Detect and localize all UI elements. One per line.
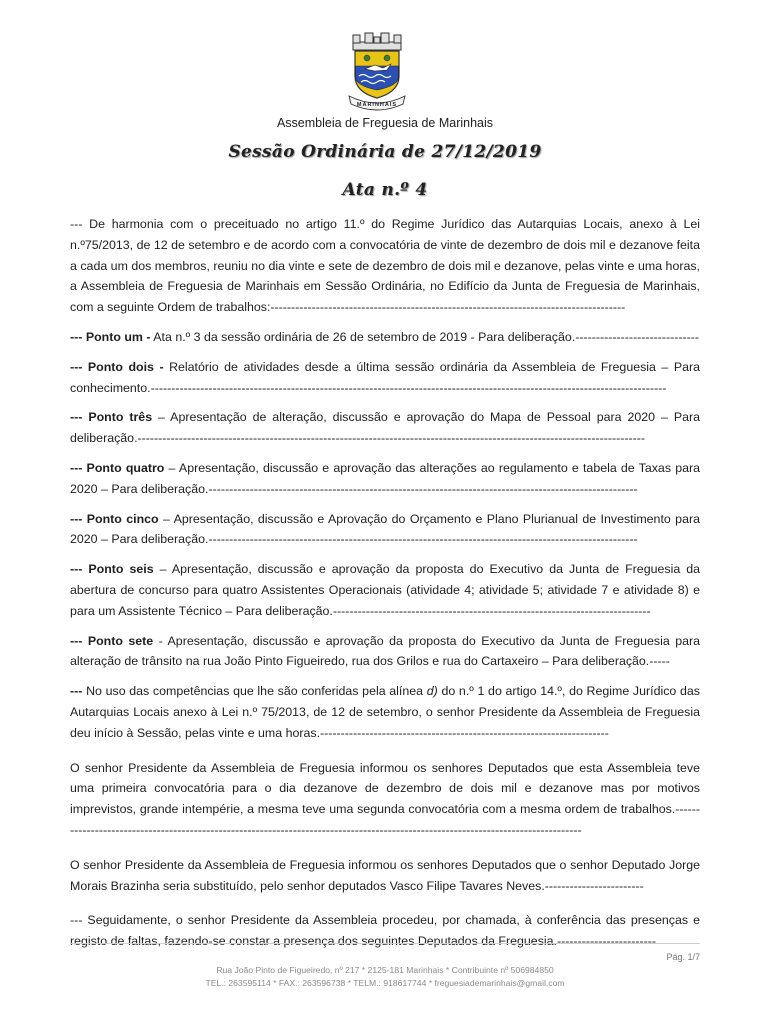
coat-of-arms-logo xyxy=(343,32,411,112)
agenda-item-6 xyxy=(70,559,700,621)
minutes-number: Ata n.º 4 xyxy=(342,180,428,200)
footer-divider xyxy=(70,943,700,944)
roll-call-paragraph: --- Seguidamente, o senhor Presidente da Assembleia procedeu, por chamada, à conferência das presenças e registo de faltas, fazendo-se constar a presença dos seguintes Deputados da Freguesia.------------------------ xyxy=(70,913,700,949)
mural-crown xyxy=(353,33,401,50)
agenda-item-text: - Apresentação, discussão e aprovação da proposta do Executivo da Junta de Freguesia para alteração de trânsito na rua João Pinto Figueiredo, rua dos Grilos e rua do Cartaxeiro – Para deliberação.----- xyxy=(70,633,700,669)
agenda-item-label: --- Ponto dois - xyxy=(70,359,164,374)
agenda-item-3 xyxy=(70,407,700,449)
agenda-item-label: --- Ponto sete xyxy=(70,633,154,648)
agenda-item-1 xyxy=(70,327,700,348)
minutes-body xyxy=(70,214,700,961)
agenda-item-text: – Apresentação, discussão e aprovação das alterações ao regulamento e tabela de Taxas para 2020 – Para deliberação.-------------------------------------------------------------------------------------------------------- xyxy=(70,460,700,496)
agenda-item-text: – Apresentação de alteração, discussão e aprovação do Mapa de Pessoal para 2020 – Para deliberação.--------------------------------------------------------------------------------------------------------------------------- xyxy=(70,410,700,446)
agenda-item-label: --- Ponto um - xyxy=(70,329,151,344)
agenda-item-label: --- Ponto três xyxy=(70,410,153,425)
agenda-item-text: – Apresentação, discussão e Aprovação do Orçamento e Plano Plurianual de Investimento para 2020 – Para deliberação.-------------------------------------------------------------------------------------------------------- xyxy=(70,511,700,547)
page-number: Pág. 1/7 xyxy=(666,952,700,962)
agenda-item-7 xyxy=(70,631,700,673)
agenda-item-label: --- Ponto seis xyxy=(70,562,154,577)
agenda-item-2 xyxy=(70,357,700,399)
agenda-item-4 xyxy=(70,458,700,500)
competences-paragraph: --- No uso das competências que lhe são conferidas pela alínea d) do n.º 1 do artigo 14.º, do Regime Jurídico das Autarquias Locais anexo à Lei n.º 75/2013, de 12 de setembro, o senhor Presidente da Assembleia de Freguesia deu início à Sessão, pelas vinte e uma horas.---------------------------------------------------------------------- xyxy=(70,684,700,740)
agenda-item-label: --- Ponto cinco xyxy=(70,511,159,526)
organization-name: Assembleia de Freguesia de Marinhais xyxy=(276,116,494,130)
agenda-item-text: Relatório de atividades desde a última sessão ordinária da Assembleia de Freguesia – Para conhecimento.----------------------------------------------------------------------------------------------------------------------------- xyxy=(70,359,700,395)
agenda-item-5 xyxy=(70,509,700,551)
intro-paragraph: --- De harmonia com o preceituado no artigo 11.º do Regime Jurídico das Autarquias Locais, anexo à Lei n.º75/2013, de 12 de setembro e de acordo com a convocatória de vinte de dezembro de dois mil e dezanove feita a cada um dos membros, reuniu no dia vinte e sete de dezembro de dois mil e dezanove, pelas vinte e uma horas, a Assembleia de Freguesia de Marinhais em Sessão Ordinária, no Edifício da Junta de Freguesia de Marinhais, com a seguinte Ordem de trabalhos:-------------------------------------------------------------------------------------- xyxy=(70,217,700,315)
convocatoria-paragraph: O senhor Presidente da Assembleia de Freguesia informou os senhores Deputados que esta Assembleia teve uma primeira convocatória para o dia dezanove de dezembro de dois mil e dezanove mas por motivos imprevistos, grande intempérie, a mesma teve uma segunda convocatória com a mesma ordem de trabalhos.---------------------------------------------------------------------------------------------------------------------------------- xyxy=(70,760,700,837)
competences-prefix: --- xyxy=(70,684,83,699)
svg-text:MARINHAIS: MARINHAIS xyxy=(356,102,398,108)
agenda-item-text: Ata n.º 3 da sessão ordinária de 26 de setembro de 2019 - Para deliberação.------------------------------ xyxy=(150,329,700,344)
footer-address: Rua João Pinto de Figueiredo, nº 217 * 2125-181 Marinhais * Contribuinte nº 506984850 xyxy=(216,965,554,975)
substitution-paragraph: O senhor Presidente da Assembleia de Freguesia informou os senhores Deputados que o senhor Deputado Jorge Morais Brazinha seria substituído, pelo senhor deputados Vasco Filipe Tavares Neves.------------------------ xyxy=(70,857,700,893)
agenda-item-text: – Apresentação, discussão e aprovação da proposta do Executivo da Junta de Freguesia da abertura de concurso para quatro Assistentes Operacionais (atividade 4; atividade 5; atividade 7 e atividade 8) e para um Assistente Técnico – Para deliberação.----------------------------------------------------------------------------- xyxy=(70,562,700,618)
agenda-item-label: --- Ponto quatro xyxy=(70,460,165,475)
footer-contacts: TEL.: 263595114 * FAX.: 263596738 * TELM.: 918617744 * freguesiademarinhais@gmail.com xyxy=(205,978,565,988)
session-title: Sessão Ordinária de 27/12/2019 xyxy=(228,142,542,162)
